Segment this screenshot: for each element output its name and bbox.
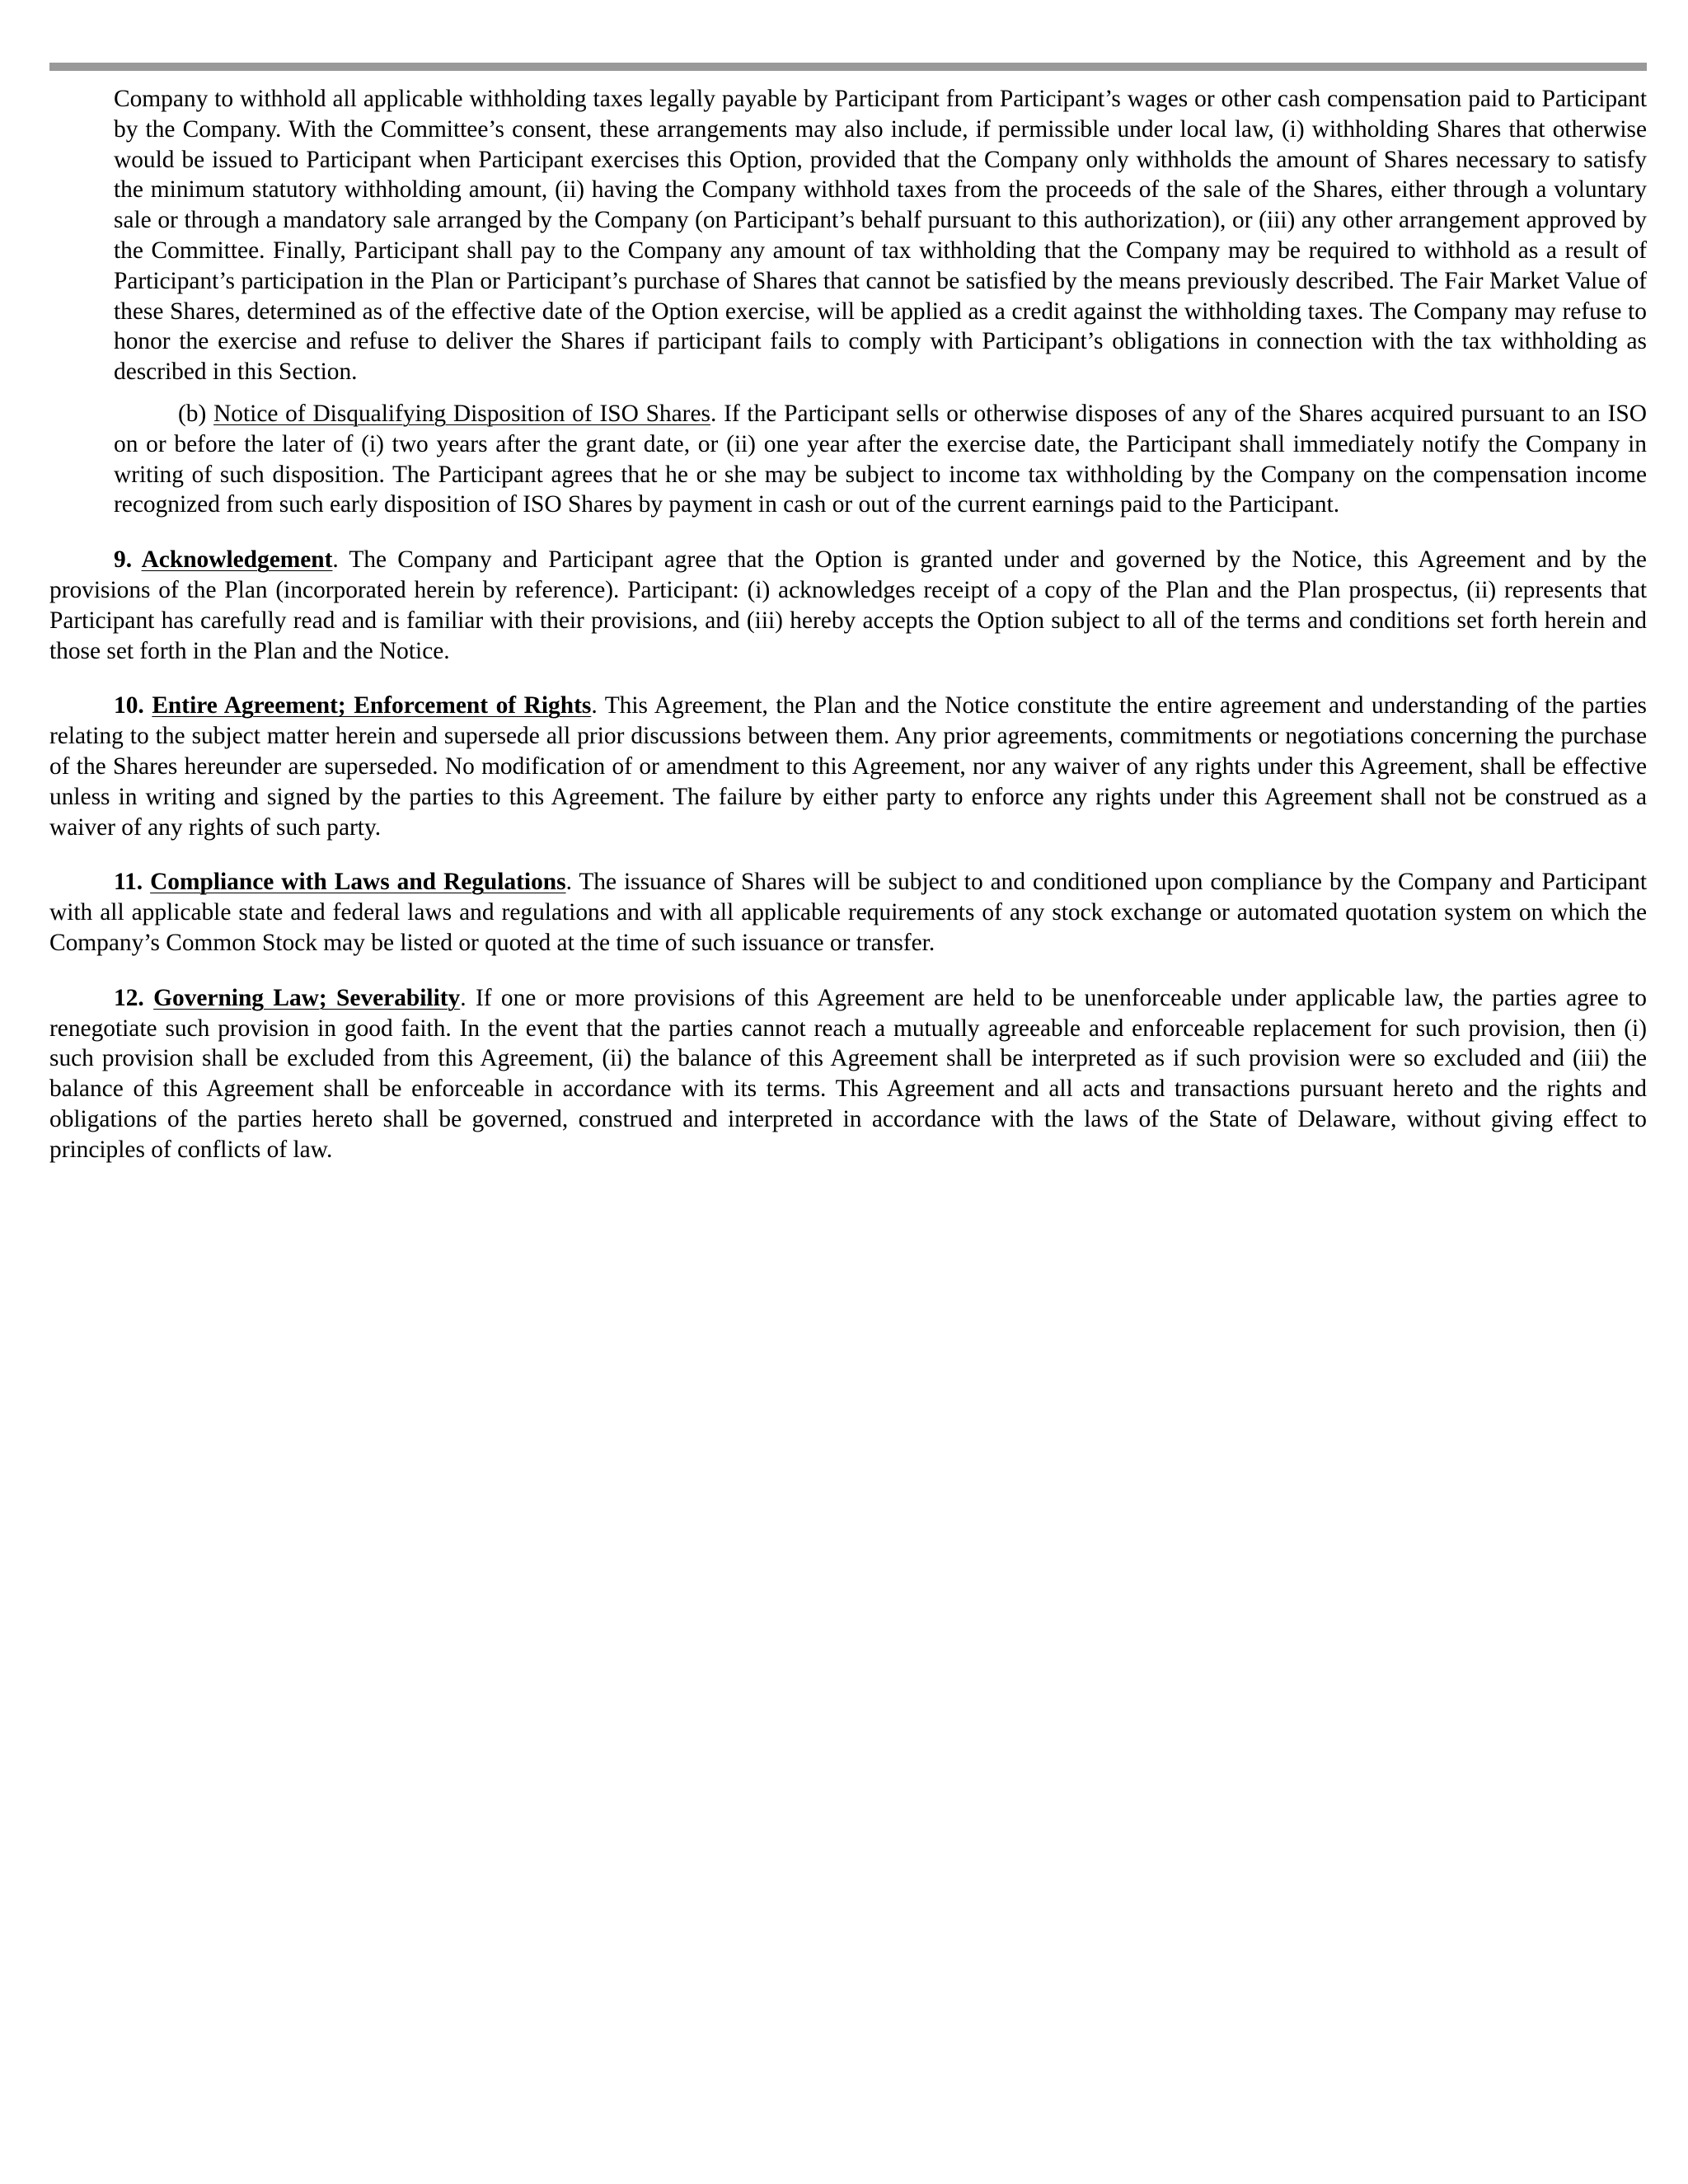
section-11-number: 11. [114, 869, 151, 896]
section-9-body: . The Company and Participant agree that the Option is granted under and governed by the Notice, this Agreement and by the provisions of the Plan (incorporated herein by reference). Participant: (i) acknowledges receipt of a copy of the Plan and the Plan prospectus, (ii) represents that Participant has carefully read and is familiar with their provisions, and (iii) hereby accepts the Option subject to all of the terms and conditions set forth herein and those set forth in the Plan and the Notice. [49, 546, 1647, 664]
section-11-body: . The issuance of Shares will be subject to and conditioned upon compliance by the Company and Participant with all applicable state and federal laws and regulations and with all applicable requirements of any stock exchange or automated quotation system on which the Company’s Common Stock may be listed or quoted at the time of such issuance or transfer. [49, 869, 1648, 956]
section-9-number: 9. [114, 546, 142, 574]
section-8b-prefix: (b) [178, 400, 214, 427]
section-9-title: Acknowledgement [141, 546, 333, 574]
section-11-title: Compliance with Laws and Regulations [150, 869, 566, 896]
section-8b-body: . If the Participant sells or otherwise disposes of any of the Shares acquired pursuant to an ISO on or before the later of (i) two years after the grant date, or (ii) one year after the exercise date, the Participant shall immediately notify the Company in writing of such disposition. The Participant agrees that he or she may be subject to income tax withholding by the Company on the compensation income recognized from such early disposition of ISO Shares by payment in cash or out of the current earnings paid to the Participant. [114, 400, 1647, 518]
section-8b-title: Notice of Disqualifying Disposition of ISO Shares [213, 400, 710, 427]
section-10-number: 10. [114, 692, 152, 719]
section-10-body: . This Agreement, the Plan and the Notice constitute the entire agreement and understanding of the parties relating to the subject matter herein and supersede all prior discussions between them. Any prior agreements, commitments or negotiations concerning the purchase of the Shares hereunder are superseded. No modification of or amendment to this Agreement, nor any waiver of any rights under this Agreement, shall be effective unless in writing and signed by the parties to this Agreement. The failure by either party to enforce any rights under this Agreement shall not be construed as a waiver of any rights of such party. [49, 692, 1647, 841]
section-8b-paragraph [114, 399, 1647, 520]
section-9 [49, 545, 1647, 666]
document-body [49, 84, 1647, 1165]
section-8a-continuation: Company to withhold all applicable withholding taxes legally payable by Participant from Participant’s wages or other cash compensation paid to Participant by the Company. With the Committee’s consent, these arrangements may also include, if permissible under local law, (i) withholding Shares that otherwise would be issued to Participant when Participant exercises this Option, provided that the Company only withholds the amount of Shares necessary to satisfy the minimum statutory withholding amount, (ii) having the Company withhold taxes from the proceeds of the sale of the Shares, either through a voluntary sale or through a mandatory sale arranged by the Company (on Participant’s behalf pursuant to this authorization), or (iii) any other arrangement approved by the Committee. Finally, Participant shall pay to the Company any amount of tax withholding that the Company may be required to withhold as a result of Participant’s participation in the Plan or Participant’s purchase of Shares that cannot be satisfied by the means previously described. The Fair Market Value of these Shares, determined as of the effective date of the Option exercise, will be applied as a credit against the withholding taxes. The Company may refuse to honor the exercise and refuse to deliver the Shares if participant fails to comply with Participant’s obligations in connection with the tax withholding as described in this Section. [114, 86, 1647, 386]
section-12-title: Governing Law; Severability [153, 984, 461, 1011]
section-10-title: Entire Agreement; Enforcement of Rights [152, 692, 592, 719]
section-10 [49, 691, 1647, 842]
header-rule [49, 63, 1647, 71]
section-11 [49, 867, 1647, 958]
section-12 [49, 983, 1647, 1165]
section-12-number: 12. [114, 984, 154, 1011]
section-12-body: . If one or more provisions of this Agreement are held to be unenforceable under applicable law, the parties agree to renegotiate such provision in good faith. In the event that the parties cannot reach a mutually agreeable and enforceable replacement for such provision, then (i) such provision shall be excluded from this Agreement, (ii) the balance of this Agreement shall be interpreted as if such provision were so excluded and (iii) the balance of this Agreement shall be enforceable in accordance with its terms. This Agreement and all acts and transactions pursuant hereto and the rights and obligations of the parties hereto shall be governed, construed and interpreted in accordance with the laws of the State of Delaware, without giving effect to principles of conflicts of law. [49, 984, 1647, 1163]
